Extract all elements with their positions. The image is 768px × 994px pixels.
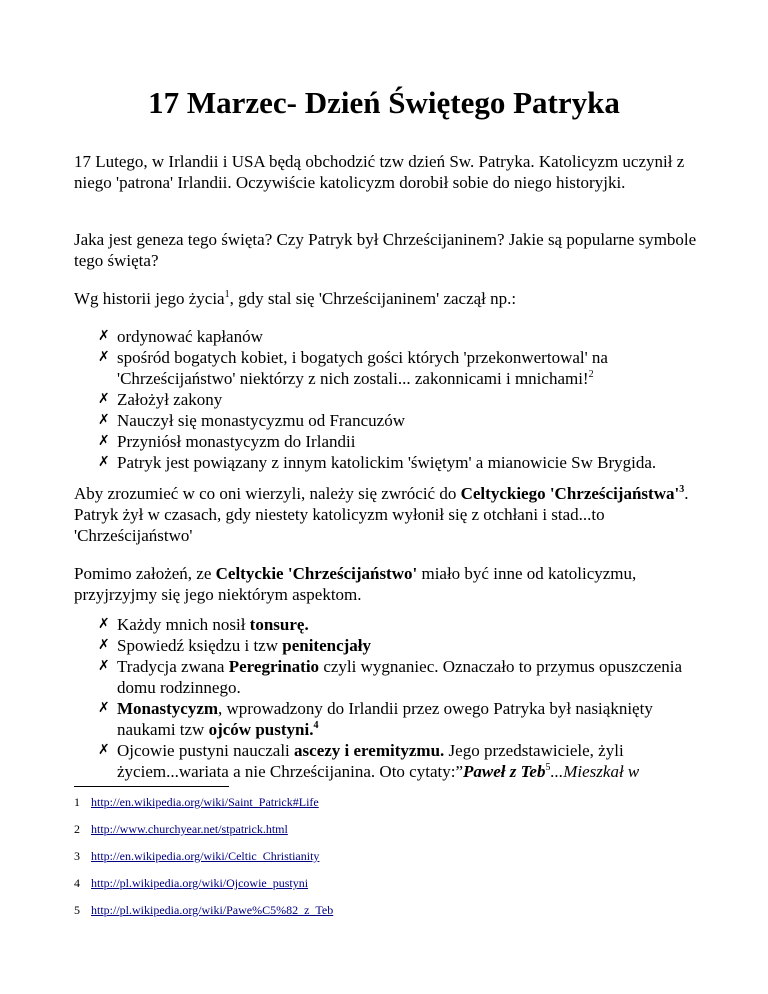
list-item	[74, 347, 714, 389]
actions-list	[74, 326, 714, 473]
footnote	[74, 849, 319, 863]
list-item-text: Spowiedź księdzu i tzw	[117, 636, 283, 655]
list-item-bold-italic: Paweł z Teb	[463, 762, 546, 781]
celtic-text-c: . Patryk żył w czasach, gdy niestety katolicyzm wyłonił się z otchłani i stad...to 'Chrześcijaństwo'	[74, 484, 689, 545]
list-item	[74, 635, 714, 656]
list-item-text: czyli wygnaniec. Oznaczało to przymus opuszczenia domu rodzinnego.	[117, 657, 683, 697]
questions-paragraph: Jaka jest geneza tego święta? Czy Patryk był Chrześcijaninem? Jakie są popularne symbole tego święta?	[74, 230, 697, 270]
footnote-link[interactable]: http://en.wikipedia.org/wiki/Celtic_Christianity	[91, 849, 320, 863]
footnote-link[interactable]: http://pl.wikipedia.org/wiki/Ojcowie_pustyni	[91, 876, 309, 890]
footnote-link[interactable]: http://en.wikipedia.org/wiki/Saint_Patrick#Life	[91, 795, 319, 809]
footnote-ref-2: 2	[588, 369, 594, 380]
history-text-a: Wg historii jego życia	[74, 289, 225, 308]
footnote-number: 2	[74, 822, 80, 836]
cross-bullet-icon: ✗	[98, 743, 110, 758]
cross-bullet-icon: ✗	[98, 413, 110, 428]
list-item-text: Ojcowie pustyni nauczali	[117, 741, 295, 760]
footnote-number: 1	[74, 795, 80, 809]
footnote-link[interactable]: http://www.churchyear.net/stpatrick.html	[91, 822, 288, 836]
list-item	[74, 740, 714, 782]
footnote	[74, 822, 288, 836]
celtic-text-a: Aby zrozumieć w co oni wierzyli, należy się zwrócić do	[74, 484, 461, 503]
aspects-text-bold: Celtyckie 'Chrześcijaństwo'	[215, 564, 418, 583]
cross-bullet-icon: ✗	[98, 455, 110, 470]
history-text-b: , gdy stal się 'Chrześcijaninem' zaczął np.:	[229, 289, 517, 308]
list-item-bold: ascezy i eremityzmu.	[294, 741, 445, 760]
footnote-number: 3	[74, 849, 80, 863]
celtic-text-bold: Celtyckiego 'Chrześcijaństwa'	[460, 484, 680, 503]
document-title: 17 Marzec- Dzień Świętego Patryka	[148, 85, 620, 120]
footnote-ref-4: 4	[313, 720, 319, 731]
list-item	[74, 389, 714, 410]
list-item-text: Jego przedstawiciele, żyli życiem...wariata a nie Chrześcijanina. Oto cytaty:”	[117, 741, 624, 781]
list-item-text: spośród bogatych kobiet, i bogatych gości których 'przekonwertowal' na 'Chrześcijaństwo' niektórzy z nich zostali... zakonnicami i mnichami!	[117, 348, 608, 388]
footnote-ref-5: 5	[545, 762, 551, 773]
cross-bullet-icon: ✗	[98, 617, 110, 632]
list-item-text: Każdy mnich nosił	[117, 615, 250, 634]
cross-bullet-icon: ✗	[98, 659, 110, 674]
list-item-text: Tradycja zwana	[117, 657, 229, 676]
cross-bullet-icon: ✗	[98, 392, 110, 407]
cross-bullet-icon: ✗	[98, 701, 110, 716]
list-item	[74, 431, 714, 452]
footnote	[74, 795, 319, 809]
list-item-bold: tonsurę.	[249, 615, 309, 634]
aspects-list	[74, 614, 714, 782]
list-item	[74, 656, 714, 698]
list-item-text: Patryk jest powiązany z innym katolickim 'świętym' a mianowicie Sw Brygida.	[117, 453, 657, 472]
history-paragraph	[74, 288, 714, 309]
list-item	[74, 698, 714, 740]
list-item-text: Przyniósł monastycyzm do Irlandii	[117, 432, 356, 451]
cross-bullet-icon: ✗	[98, 350, 110, 365]
list-item-italic: ...Mieszkał w	[550, 762, 640, 781]
list-item-text: ordynować kapłanów	[117, 327, 263, 346]
aspects-paragraph	[74, 563, 714, 605]
aspects-text-a: Pomimo założeń, ze	[74, 564, 216, 583]
footnote	[74, 903, 333, 917]
footnote-number: 4	[74, 876, 80, 890]
footnote-link[interactable]: http://pl.wikipedia.org/wiki/Pawe%C5%82_z_Teb	[91, 903, 334, 917]
list-item-bold: penitencjały	[282, 636, 372, 655]
celtic-paragraph	[74, 483, 714, 546]
footnote-divider	[74, 786, 229, 787]
list-item-bold: Peregrinatio	[228, 657, 320, 676]
cross-bullet-icon: ✗	[98, 434, 110, 449]
footnote-ref-1: 1	[224, 289, 230, 300]
footnote-number: 5	[74, 903, 80, 917]
footnote	[74, 876, 308, 890]
footnote-ref-3: 3	[679, 484, 685, 495]
list-item-text: Nauczył się monastycyzmu od Francuzów	[117, 411, 405, 430]
list-item-bold: Monastycyzm	[117, 699, 219, 718]
list-item	[74, 326, 714, 347]
list-item-text: , wprowadzony do Irlandii przez owego Patryka był nasiąknięty naukami tzw	[117, 699, 653, 739]
list-item-bold: ojców pustyni.	[208, 720, 314, 739]
aspects-text-c: miało być inne od katolicyzmu, przyjrzyjmy się jego niektórym aspektom.	[74, 564, 637, 604]
cross-bullet-icon: ✗	[98, 329, 110, 344]
list-item	[74, 452, 714, 473]
intro-paragraph: 17 Lutego, w Irlandii i USA będą obchodzić tzw dzień Sw. Patryka. Katolicyzm uczynił z niego 'patrona' Irlandii. Oczywiście katolicyzm dorobił sobie do niego historyjki.	[74, 152, 685, 192]
list-item	[74, 410, 714, 431]
list-item	[74, 614, 714, 635]
cross-bullet-icon: ✗	[98, 638, 110, 653]
list-item-text: Założył zakony	[117, 390, 223, 409]
